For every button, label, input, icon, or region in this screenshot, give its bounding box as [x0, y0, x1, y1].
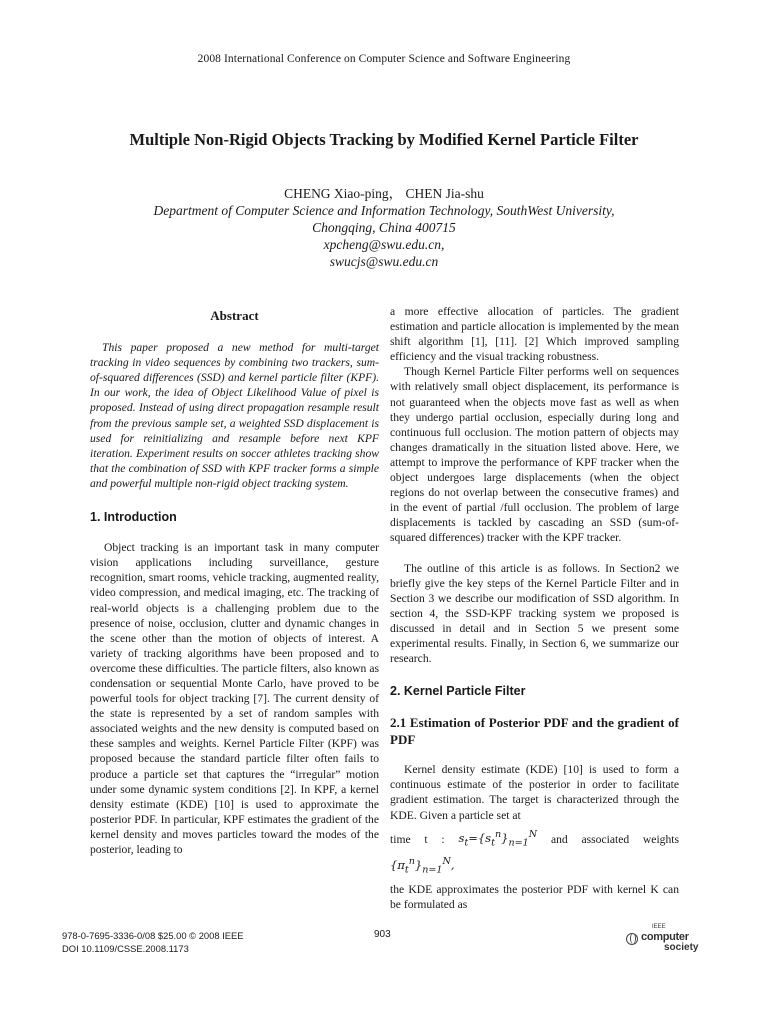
right-column	[390, 304, 679, 912]
section-1-heading: 1. Introduction	[90, 510, 177, 525]
intro-paragraph-1: Object tracking is an important task in many computer vision applications including surveillance, gesture recognition, smart rooms, vehicle tracking, augmented reality, video compression, and medical imaging, etc. The tracking of real-world objects is a challenging problem due to the presence of noise, occlusion, clutter and dynamic changes in the scene other than the motion of objects of interest. A variety of tracking algorithms have been proposed and to overcome these difficulties. The particle filters, also known as condensation or sequential Monte Carlo, have proved to be powerful tools for object tracking [7]. The current density of the state is represented by a set of random samples with associated weights and the new density is computed based on these samples and weights. Kernel Particle Filter (KPF) was proposed because the standard particle filter often fails to produce a particle set that captures the “irregular” motion under some dynamic system conditions [2]. In KPF, a kernel density estimate (KDE) [10] is used to approximate the posterior PDF. In particular, KPF estimates the gradient of the kernel density and moves particles toward the modes of the posterior, leading to	[90, 541, 379, 856]
author-block	[40, 185, 728, 270]
affiliation-line-1: Department of Computer Science and Information Technology, SouthWest University,	[153, 203, 615, 218]
particle-set-equation: $s_t=\{s_t^n\}_{n=1}^N$	[458, 829, 538, 849]
weights-text: and associated weights	[550, 832, 680, 846]
footer-publication-info	[62, 929, 244, 955]
affiliation-line-2: Chongqing, China 400715	[312, 220, 456, 235]
paper-title: Multiple Non-Rigid Objects Tracking by Modified Kernel Particle Filter	[129, 130, 639, 149]
email-2[interactable]: swucjs@swu.edu.cn	[329, 254, 439, 269]
section-2-1-heading: 2.1 Estimation of Posterior PDF and the gradient of PDF	[390, 715, 679, 748]
logo-ieee-text: IEEE	[652, 924, 666, 930]
section-2-heading: 2. Kernel Particle Filter	[390, 684, 526, 699]
globe-icon	[626, 933, 638, 945]
ieee-computer-society-logo	[624, 924, 704, 954]
conference-header: 2008 International Conference on Computer Science and Software Engineering	[197, 53, 571, 65]
intro-paragraph-2: Though Kernel Particle Filter performs well on sequences with relatively small object displacement, its performance is not guaranteed when the objects move fast as well as when they undergo partial occlusion, especially during long and continuous full occlusion. The motion pattern of objects may changes dramatically in the situation listed above. Here, we attempt to improve the performance of KPF tracker when the object undergoes large displacements (when the object regions do not overlap between the consecutive frames) and in the event of partial /full occlusion. The problem of large displacements is tackled by cascading an SSD (sum-of-squared differences) tracker with the KPF tracker.	[390, 365, 679, 545]
time-prefix: time t :	[390, 832, 445, 846]
email-1[interactable]: xpcheng@swu.edu.cn,	[323, 237, 445, 252]
kpf-paragraph-1: Kernel density estimate (KDE) [10] is used to form a continuous estimate of the posterior in order to facilitate gradient estimation. The target is characterized through the KDE. Given a particle set at	[390, 763, 679, 822]
footer-isbn: 978-0-7695-3336-0/08 $25.00 © 2008 IEEE	[62, 930, 244, 941]
kpf-paragraph-1-end: the KDE approximates the posterior PDF with kernel K can be formulated as	[390, 882, 679, 911]
page-number: 903	[374, 929, 391, 940]
intro-paragraph-3: The outline of this article is as follows. In Section2 we briefly give the key steps of the Kernel Particle Filter and in Section 3 we describe our modification of SSD algorithm. In section 4, the SSD-KPF tracking system we proposed is discussed in detail and in Section 5 we present some experimental results. Finally, in Section 6, we summarize our research.	[390, 561, 679, 666]
logo-computer-text: computer	[641, 931, 689, 943]
abstract-text: This paper proposed a new method for multi-target tracking in video sequences by combining two trackers, sum-of-squared differences (SSD) and kernel particle filter (KPF). In our work, the idea of Object Likelihood Value of pixel is proposed. Instead of using direct propagation resample result from the previous sample set, a weighted SSD displacement is used for reinitializing and resample before next KPF iteration. Experiment results on soccer athletes tracking show that the combination of SSD with KPF tracker forms a simple and powerful multiple non-rigid object tracking system.	[90, 341, 379, 490]
weights-equation: $\{\pi_t^n\}_{n=1}^N$,	[390, 855, 455, 875]
footer-doi: DOI 10.1109/CSSE.2008.1173	[62, 943, 189, 954]
intro-paragraph-1-continued: a more effective allocation of particles. The gradient estimation and particle allocation is implemented by the mean shift algorithm [1], [11]. [2] Which improved sampling efficiency and the visual tracking robustness.	[390, 305, 679, 364]
logo-society-text: society	[664, 942, 699, 953]
author-names: CHENG Xiao-ping， CHEN Jia-shu	[284, 186, 484, 201]
particle-set-line	[390, 827, 679, 879]
abstract-heading: Abstract	[210, 308, 259, 323]
left-column	[90, 308, 379, 857]
